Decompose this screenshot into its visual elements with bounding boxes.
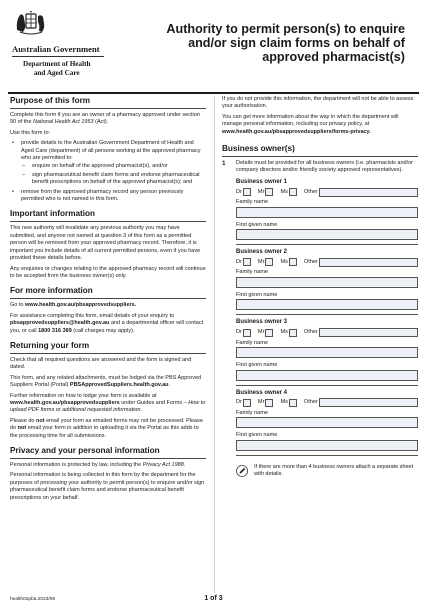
important-heading: Important information bbox=[10, 209, 206, 222]
question-number: 1 bbox=[222, 160, 226, 168]
family-name-label: Family name bbox=[236, 199, 269, 206]
returning-heading: Returning your form bbox=[10, 341, 206, 354]
important-p1: This new authority will invalidate any previous authority you may have submitted, and anyone not named at question 3 of this form as a permitted person will be removed from your approved pharmacy record. Therefore, it is important you include details of all current permitted persons, even if you have provided these details before. bbox=[10, 225, 201, 262]
ms-checkbox[interactable] bbox=[289, 399, 297, 407]
title-options: Dr Mr Ms Other bbox=[236, 257, 418, 267]
privacy-section bbox=[10, 446, 206, 502]
given-name-label: First given name bbox=[236, 432, 278, 439]
phone-number: 1800 316 389 bbox=[38, 327, 72, 334]
family-name-label: Family name bbox=[236, 269, 269, 276]
department-name: Department of Health and Aged Care bbox=[23, 60, 91, 77]
more-info-p1: Go to www.health.gov.au/pbsapprovedsuppliers. bbox=[10, 302, 137, 309]
other-title-field[interactable] bbox=[319, 188, 418, 197]
question-text: Details must be provided for all business owners (i.e. pharmacists and/or company directors and/or friendly society approved representatives). bbox=[236, 160, 413, 174]
given-name-field[interactable] bbox=[236, 299, 418, 310]
ms-checkbox[interactable] bbox=[289, 329, 297, 337]
privacy-p3: If you do not provide this information, the department will not be able to assess your authorisation. bbox=[222, 96, 414, 110]
title-options: Dr Mr Ms Other bbox=[236, 328, 418, 338]
note-text: If there are more than 4 business owners attach a separate sheet with details. bbox=[254, 463, 414, 478]
returning-section bbox=[10, 341, 206, 440]
owner-separator bbox=[236, 385, 418, 386]
mr-checkbox[interactable] bbox=[265, 188, 273, 196]
family-name-field[interactable] bbox=[236, 207, 418, 218]
purpose-heading: Purpose of this form bbox=[10, 96, 206, 109]
website-link[interactable]: www.health.gov.au/pbsapprovedsuppliers. bbox=[24, 302, 137, 309]
right-column bbox=[222, 96, 418, 479]
more-info-heading: For more information bbox=[10, 286, 206, 299]
ms-checkbox[interactable] bbox=[289, 258, 297, 266]
other-title-field[interactable] bbox=[319, 328, 418, 337]
owner-separator bbox=[236, 314, 418, 315]
left-column bbox=[10, 96, 206, 508]
owner-title: Business owner 1 bbox=[236, 178, 288, 185]
page-number: 1 of 3 bbox=[204, 595, 223, 602]
business-owner-4 bbox=[236, 390, 418, 451]
list-item: • remove from the approved pharmacy record any person previously permitted who is not named in this form. bbox=[10, 189, 206, 204]
owner-separator bbox=[236, 455, 418, 456]
list-item: – sign pharmaceutical benefit claim forms and endorse pharmaceutical benefit prescriptions on behalf of the approved pharmacist(s); and bbox=[21, 172, 206, 187]
more-info-p2: For assistance completing this form, email details of your enquiry to pbsapprovedsuppliers@health.gov.au and a departmental officer will contact you, or call 1800 316 389 (call charges may apply). bbox=[10, 312, 204, 334]
header-rule bbox=[12, 56, 104, 57]
guides-link[interactable]: www.health.gov.au/pbsapprovedsuppliers bbox=[10, 399, 120, 406]
returning-p4: Please do not email your form as emailed forms may not be processed. Please do not email your form in addition to uploading it via the Portal as this adds to the processing time for all submissions. bbox=[10, 417, 203, 439]
family-name-label: Family name bbox=[236, 409, 269, 416]
purpose-intro: Complete this form if you are an owner of a pharmacy approved under section 90 of the National Health Act 1953 (Act). bbox=[10, 112, 200, 126]
given-name-label: First given name bbox=[236, 221, 278, 228]
title-options: Dr Mr Ms Other bbox=[236, 398, 418, 408]
portal-link[interactable]: PBSApprovedSuppliers.health.gov.au bbox=[69, 382, 169, 389]
given-name-label: First given name bbox=[236, 291, 278, 298]
mr-checkbox[interactable] bbox=[265, 258, 273, 266]
additional-owners-note bbox=[236, 464, 418, 479]
owner-title: Business owner 2 bbox=[236, 249, 288, 256]
family-name-field[interactable] bbox=[236, 347, 418, 358]
pen-icon bbox=[236, 464, 248, 478]
dr-checkbox[interactable] bbox=[243, 188, 251, 196]
dr-checkbox[interactable] bbox=[243, 399, 251, 407]
family-name-label: Family name bbox=[236, 339, 269, 346]
privacy-link[interactable]: www.health.gov.au/pbsapprovedsuppliers/forms-privacy. bbox=[222, 128, 371, 135]
given-name-label: First given name bbox=[236, 362, 278, 369]
privacy-p2: Personal information is being collected in this form by the department for the purposes of processing your authority to permit person(s) to enquire and/or sign pharmaceutical benefit claim forms and endorse pharmaceutical benefit prescriptions on your behalf. bbox=[10, 472, 205, 501]
dr-checkbox[interactable] bbox=[243, 329, 251, 337]
title-underline bbox=[8, 92, 419, 94]
ms-checkbox[interactable] bbox=[289, 188, 297, 196]
email-link[interactable]: pbsapprovedsuppliers@health.gov.au bbox=[10, 320, 110, 327]
important-section bbox=[10, 209, 206, 280]
purpose-section bbox=[10, 96, 206, 203]
dr-checkbox[interactable] bbox=[243, 258, 251, 266]
business-owner-3 bbox=[236, 319, 418, 380]
other-title-field[interactable] bbox=[319, 398, 418, 407]
list-item: • provide details to the Australian Government Department of Health and Aged Care (department) of all persons working at the approved pharmacy who are permitted to: – enquire on behalf of the approved pharmacist(s), and/or – sign pharmaceutical benefit claim forms and endorse pharmaceutical benefit prescriptions on behalf of the approved pharmacist(s); and bbox=[10, 140, 206, 186]
important-p2: Any enquiries or changes relating to the approved pharmacy record will continue to be accepted from the business owner(s) only. bbox=[10, 265, 206, 279]
given-name-field[interactable] bbox=[236, 370, 418, 381]
government-name: Australian Government bbox=[12, 44, 100, 54]
returning-p1: Check that all required questions are answered and the form is signed and dated. bbox=[10, 356, 192, 371]
purpose-use: Use this form to: bbox=[10, 129, 51, 136]
form-code: health02pba.2023/09 bbox=[10, 597, 56, 602]
coat-of-arms-icon bbox=[14, 10, 48, 36]
question-1 bbox=[222, 160, 418, 175]
owners-heading: Business owner(s) bbox=[222, 144, 418, 157]
mr-checkbox[interactable] bbox=[265, 329, 273, 337]
other-title-field[interactable] bbox=[319, 258, 418, 267]
privacy-p1: Personal information is protected by law, including the Privacy Act 1988. bbox=[10, 462, 186, 468]
mr-checkbox[interactable] bbox=[265, 399, 273, 407]
given-name-field[interactable] bbox=[236, 229, 418, 240]
owner-title: Business owner 4 bbox=[236, 389, 288, 396]
returning-p3: Further information on how to lodge your form is available at www.health.gov.au/pbsapprovedsuppliers under Guides and Forms – How to upload PDF forms or additional requested information. bbox=[10, 392, 206, 414]
page-header bbox=[0, 0, 427, 92]
form-title: Authority to permit person(s) to enquire and/or sign claim forms on behalf of approved pharmacist(s) bbox=[166, 22, 405, 64]
purpose-list bbox=[10, 140, 206, 203]
family-name-field[interactable] bbox=[236, 277, 418, 288]
business-owner-2 bbox=[236, 249, 418, 310]
owner-title: Business owner 3 bbox=[236, 319, 288, 326]
returning-p2: This form, and any related attachments, must be lodged via the PBS Approved Suppliers Portal (Portal) PBSApprovedSuppliers.health.gov.au. bbox=[10, 374, 202, 389]
privacy-heading: Privacy and your personal information bbox=[10, 446, 206, 459]
column-divider bbox=[214, 96, 215, 593]
owner-separator bbox=[236, 244, 418, 245]
list-item: – enquire on behalf of the approved pharmacist(s), and/or bbox=[21, 163, 206, 170]
business-owner-1 bbox=[236, 179, 418, 240]
given-name-field[interactable] bbox=[236, 440, 418, 451]
title-options: Dr Mr Ms Other bbox=[236, 187, 418, 197]
family-name-field[interactable] bbox=[236, 417, 418, 428]
more-info-section bbox=[10, 286, 206, 335]
privacy-p4: You can get more information about the way in which the department will manage personal information, including our privacy policy, at www.health.gov.au/pbsapprovedsuppliers/forms-privacy. bbox=[222, 113, 399, 135]
